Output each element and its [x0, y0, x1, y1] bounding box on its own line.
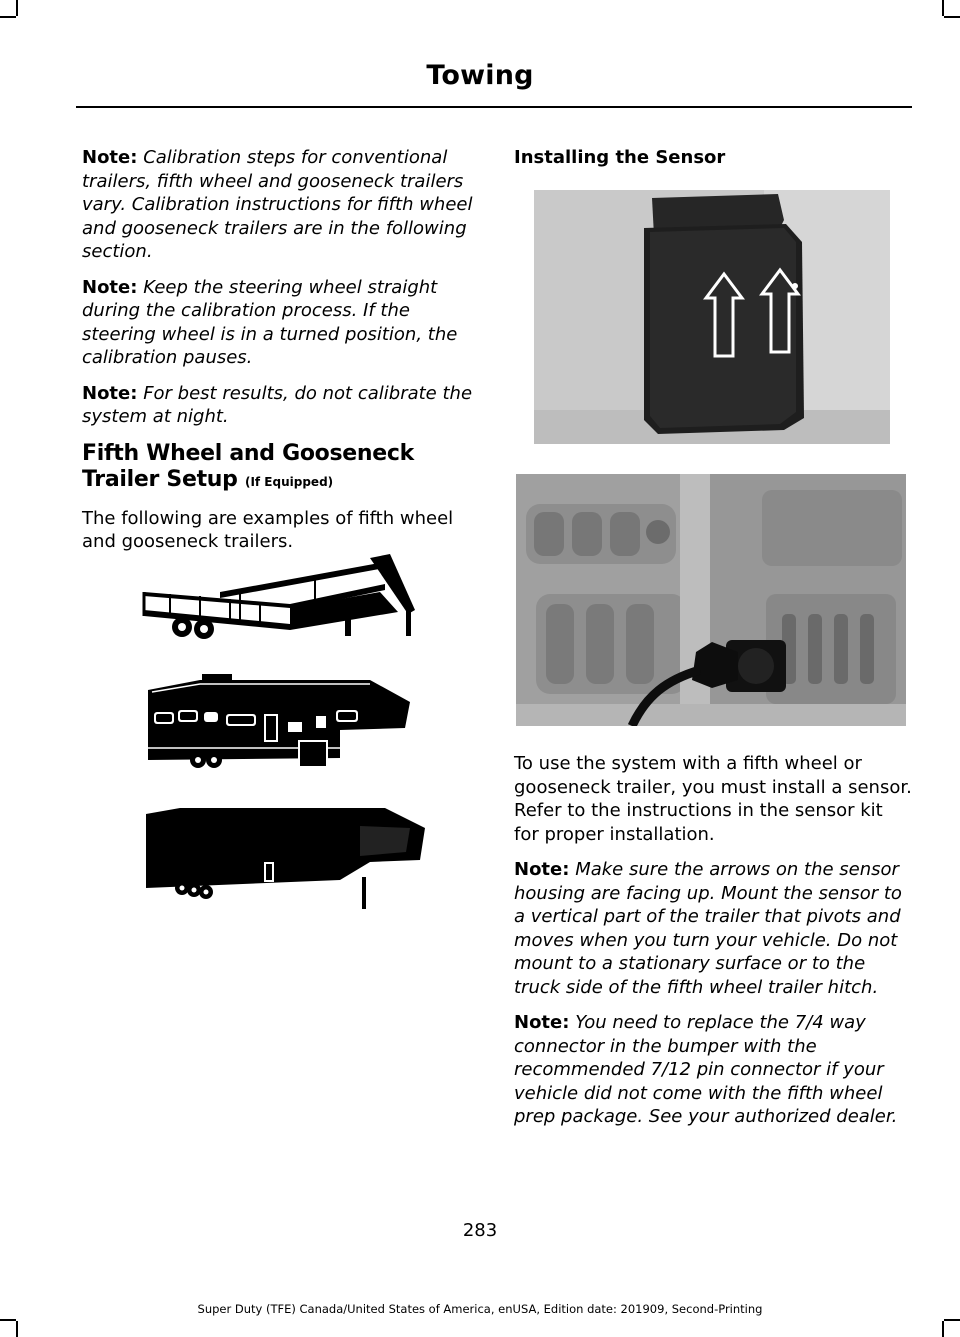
- right-column: [514, 146, 912, 182]
- subheading-installing-sensor: Installing the Sensor: [514, 147, 726, 168]
- section-heading-text: Fifth Wheel and Gooseneck Trailer Setup: [82, 440, 414, 492]
- note-label: Note:: [82, 147, 138, 168]
- crop-mark: [942, 1321, 944, 1337]
- note-steering-wheel: [82, 276, 477, 370]
- note-label: Note:: [514, 859, 570, 880]
- crop-mark: [944, 16, 960, 18]
- crop-mark: [16, 0, 18, 16]
- note-label: Note:: [514, 1012, 570, 1033]
- flatbed-gooseneck-trailer-illustration: [144, 554, 415, 639]
- fifth-wheel-camper-illustration: [148, 674, 410, 768]
- sensor-install-paragraph: To use the system with a fifth wheel or gooseneck trailer, you must install a sensor. Refer to the instructions in the sensor kit for proper installation.: [514, 753, 912, 845]
- header-rule: [76, 106, 912, 108]
- note-text: Make sure the arrows on the sensor housing are facing up. Mount the sensor to a vertical part of the trailer that pivots and moves when you turn your vehicle. Do not mount to a stationary surface or to the truck side of the fifth wheel trailer hitch.: [514, 859, 902, 998]
- section-heading-suffix: (If Equipped): [244, 474, 334, 489]
- note-text: Calibration steps for conventional trailers, fifth wheel and gooseneck trailers vary. Calibration instructions for fifth wheel and gooseneck trailers are in the following section.: [82, 147, 473, 262]
- right-column-body: [514, 752, 912, 1141]
- note-text: For best results, do not calibrate the system at night.: [82, 382, 473, 427]
- crop-mark: [0, 16, 16, 18]
- left-column: [82, 146, 477, 566]
- intro-paragraph: The following are examples of fifth wheel and gooseneck trailers.: [82, 507, 454, 552]
- note-arrows-up: [514, 858, 912, 999]
- trailer-illustrations: [140, 552, 430, 922]
- edition-footer: Super Duty (TFE) Canada/United States of America, enUSA, Edition date: 201909, Second-Printing: [197, 1302, 763, 1316]
- note-night: [82, 382, 477, 429]
- section-heading: [82, 441, 477, 495]
- crop-mark: [0, 1319, 16, 1321]
- crop-mark: [944, 1319, 960, 1321]
- note-label: Note:: [82, 382, 138, 404]
- note-text: Keep the steering wheel straight during the calibration process. If the steering wheel is in a turned position, the calibration pauses.: [82, 276, 458, 368]
- note-calibration-steps: [82, 146, 477, 264]
- crop-mark: [942, 0, 944, 16]
- note-text: You need to replace the 7/4 way connector in the bumper with the recommended 7/12 pin connector if your vehicle did not come with the fifth wheel prep package. See your authorized dealer.: [514, 1012, 898, 1127]
- page-number: 283: [462, 1220, 498, 1241]
- truck-bed-connector-photo: [516, 474, 906, 726]
- sensor-housing-photo: [534, 190, 890, 444]
- crop-mark: [16, 1321, 18, 1337]
- note-label: Note:: [82, 276, 138, 298]
- enclosed-gooseneck-trailer-illustration: [146, 808, 425, 909]
- note-connector-replacement: [514, 1011, 912, 1129]
- page-title: Towing: [426, 60, 534, 91]
